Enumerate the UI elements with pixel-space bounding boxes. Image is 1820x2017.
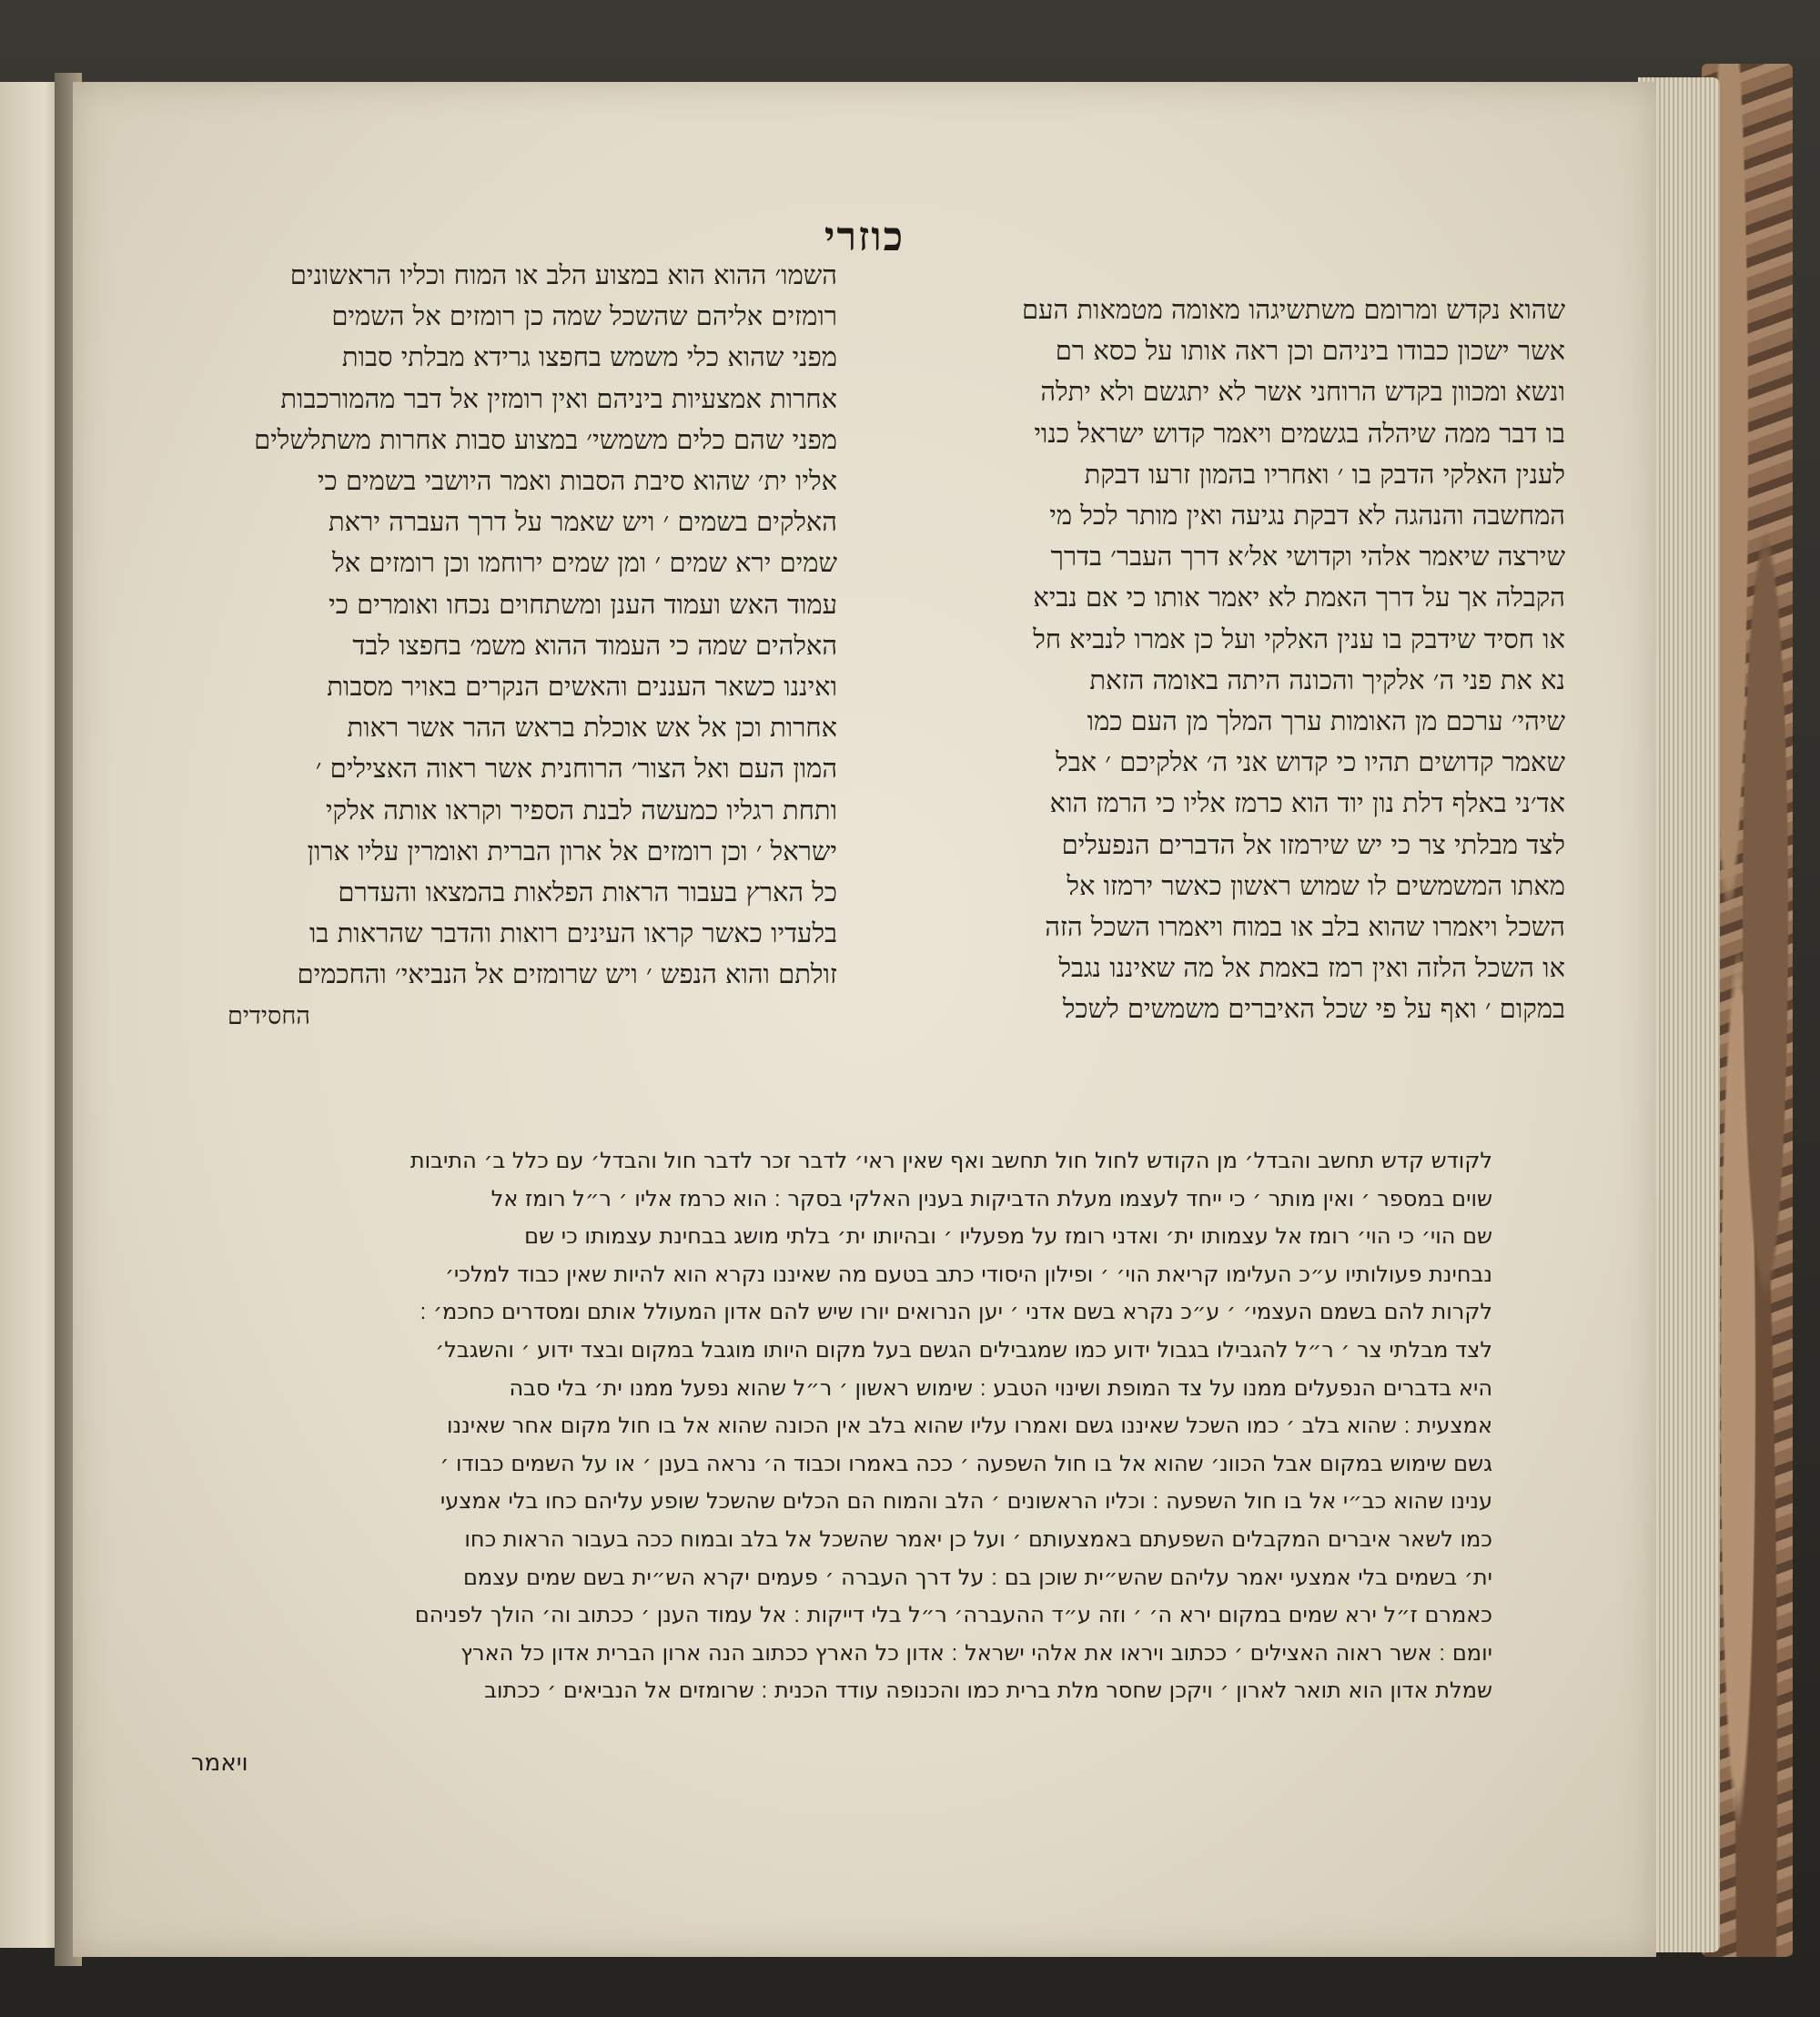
text-line: מאתו המשמשים לו שמוש ראשון כאשר ירמזו אל xyxy=(1067,869,1565,901)
commentary-line: היא בדברים הנפעלים ממנו על צד המופת ושינוי הטבע ׃ שימוש ראשון ׳ ר״ל שהוא נפעל ממנו ית׳ בלי סבה xyxy=(509,1374,1492,1401)
commentary-line: יומם ׃ אשר ראוה האצילים ׳ ככתוב ויראו את אלהי ישראל ׃ אדון כל הארץ ככתוב הנה ארון הברית אדון כל הארץ xyxy=(460,1639,1492,1666)
text-line: המון העם ואל הצור׳ הרוחנית אשר ראוה האצילים ׳ xyxy=(315,753,837,785)
text-line: ישראל ׳ וכן רומזים אל ארון הברית ואומרין עליו ארון xyxy=(307,835,837,867)
text-line: שיהי׳ ערכם מן האומות ערך המלך מן העם כמו xyxy=(1087,705,1565,737)
text-line: זולתם והוא הנפש ׳ ויש שרומזים אל הנביאי׳ והחכמים xyxy=(297,958,837,990)
text-line: רומזים אליהם שהשכל שמה כן רומזים אל השמים xyxy=(331,300,837,332)
commentary-line: לקודש קדש תחשב והבדל׳ מן הקודש לחול חול תחשב ואף שאין ראי׳ לדבר זכר לדבר חול והבדל׳ עם כלל ב׳ התיבות xyxy=(410,1148,1492,1173)
main-text-column-right xyxy=(874,289,1565,1030)
commentary-line: שוים במספר ׳ ואין מותר ׳ כי ייחד לעצמו מעלת הדביקות בענין האלקי בסקר ׃ הוא כרמז אליו ׳ ר״ל רומז אל xyxy=(490,1185,1492,1211)
text-line: שירצה שיאמר אלהי וקדושי אל׳א דרך העבר׳ בדרך xyxy=(1050,541,1565,573)
text-line: ותחת רגליו כמעשה לבנת הספיר וקראו אותה אלקי xyxy=(325,794,837,826)
text-line: בלעדיו כאשר קראו העינים רואות והדבר שהראות בו xyxy=(308,917,837,949)
commentary-line: גשם שימוש במקום אבל הכוונ׳ שהוא אל בו חול השפעה ׳ ככה באמרו וכבוד ה׳ נראה בענן ׳ או על השמים כבודו ׳ xyxy=(440,1450,1492,1476)
text-line: השמו׳ ההוא הוא במצוע הלב או המוח וכליו הראשונים xyxy=(289,259,837,290)
text-line: מפני שהוא כלי משמש בחפצו גרידא מבלתי סבות xyxy=(341,341,837,373)
text-line: מפני שהם כלים משמשי׳ במצוע סבות אחרות משתלשלים xyxy=(254,423,837,455)
text-line: השכל ויאמרו שהוא בלב או במוח ויאמרו השכל הזה xyxy=(1045,911,1565,943)
commentary-catchword: ויאמר xyxy=(191,1749,248,1777)
text-line: שהוא נקדש ומרומם משתשיגהו מאומה מטמאות העם xyxy=(1021,294,1565,325)
commentary-line: שמלת אדון הוא תואר לארון ׳ ויקכן שחסר מלת ברית כמו והכנופה עודד הכנית ׃ שרומזים אל הנביאים ׳ ככתוב xyxy=(484,1677,1492,1704)
text-line: עמוד האש ועמוד הענן ומשתחוים נכחו ואומרים כי xyxy=(329,588,837,620)
commentary-line: ית׳ בשמים בלי אמצעי יאמר עליהם שהש״ית שוכן בם ׃ על דרך העברה ׳ פעמים יקרא הש״ית בשם שמים עצמם xyxy=(463,1564,1492,1590)
main-text-column-left xyxy=(146,255,837,1037)
catchword: החסידים xyxy=(228,1001,310,1030)
text-line: נא את פני ה׳ אלקיך והכונה היתה באומה הזאת xyxy=(1089,664,1565,695)
commentary-block xyxy=(136,1142,1492,1710)
commentary-line: שם הוי׳ כי הוי׳ רומז אל עצמותו ית׳ ואדני רומז על מפעליו ׳ ובהיותו ית׳ בלתי מושג בבחינת עצמותו כי שם xyxy=(524,1223,1492,1250)
commentary-line: אמצעית ׃ שהוא בלב ׳ כמו השכל שאיננו גשם ואמרו עליו שהוא בלב אין הכונה שהוא אל בו חול מקום אחר שאיננו xyxy=(447,1413,1492,1439)
text-line: לצד מבלתי צר כי יש שירמזו אל הדברים הנפעלים xyxy=(1061,828,1565,860)
commentary-line: ענינו שהוא כב״י אל בו חול השפעה ׃ וכליו הראשונים ׳ הלב והמוח הם הכלים שהשכל שופע עליהם כחו בלי אמצעי xyxy=(440,1488,1492,1515)
text-line: אחרות אמצעיות ביניהם ואין רומזין אל דבר מהמורכבות xyxy=(280,382,837,414)
text-line: ואיננו כשאר העננים והאשים הנקרים באויר מסבות xyxy=(327,671,837,703)
book-page xyxy=(73,82,1656,1957)
text-line: שמים ירא שמים ׳ ומן שמים ירוחמו וכן רומזים אל xyxy=(332,547,837,579)
text-line: האלהים שמה כי העמוד ההוא משמ׳ בחפצו לבד xyxy=(352,629,837,661)
text-line: ונשא ומכוון בקדש הרוחני אשר לא יתגשם ולא יתלה xyxy=(1040,376,1565,408)
commentary-line: כאמרם ז״ל ירא שמים במקום ירא ה׳ ׳ וזה ע״ד ההעברה׳ ר״ל בלי דייקות ׃ אל עמוד הענן ׳ ככתוב וה׳ הולך לפניהם xyxy=(414,1602,1492,1628)
text-line: כל הארץ בעבור הראות הפלאות בהמצאו והעדרם xyxy=(338,877,837,908)
text-line: המחשבה והנהגה לא דבקת נגיעה ואין מותר לכל מי xyxy=(1049,500,1565,532)
text-line: האלקים בשמים ׳ ויש שאמר על דרך העברה יראת xyxy=(329,506,837,538)
text-line: הקבלה אך על דרך האמת לא יאמר אותו כי אם נביא xyxy=(1033,582,1565,613)
text-line: בו דבר ממה שיהלה בגשמים ויאמר קדוש ישראל כנוי xyxy=(1034,417,1565,449)
text-line: אליו ית׳ שהוא סיבת הסבות ואמר היושבי בשמים כי xyxy=(317,465,837,497)
text-line: אד׳ני באלף דלת נון יוד הוא כרמז אליו כי הרמז הוא xyxy=(1049,787,1565,819)
text-line: שאמר קדושים תהיו כי קדוש אני ה׳ אלקיכם ׳ אבל xyxy=(1056,746,1565,778)
commentary-line: נבחינת פעולותיו ע״כ העלימו קריאת הוי׳ ׳ ופילון היסודי כתב בטעם מה שאיננו נקרא הוא להיות שאין כבוד למלכי׳ xyxy=(444,1261,1492,1287)
commentary-line: לצד מבלתי צר ׳ ר״ל להגבילו בגבול ידוע כמו שמגבילים הגשם בעל מקום היותו מוגבל במקום ובצד ידוע ׳ והשגבל׳ xyxy=(435,1336,1492,1363)
running-head: כוזרי xyxy=(824,214,905,260)
text-line: במקום ׳ ואף על פי שכל האיברים משמשים לשכל xyxy=(1062,993,1565,1025)
commentary-line: לקרות להם בשמם העצמי׳ ׳ ע״כ נקרא בשם אדני ׳ יען הנרואים יורו שיש להם אדון המעולל אותם ומסדרים כחכמ׳ ׃ xyxy=(420,1299,1492,1325)
text-line: אשר ישכון כבודו ביניהם וכן ראה אותו על כסא רם xyxy=(1055,335,1565,367)
text-line: אחרות וכן אל אש אוכלת בראש ההר אשר ראות xyxy=(347,712,837,744)
text-line: לענין האלקי הדבק בו ׳ ואחריו בהמון זרעו דבקת xyxy=(1084,458,1565,490)
commentary-line: כמו לשאר איברים המקבלים השפעתם באמצעותם ׳ ועל כן יאמר שהשכל אל בלב ובמוח ככה בעבור הראות כחו xyxy=(464,1525,1492,1552)
text-line: או השכל הלזה ואין רמז באמת אל מה שאיננו נגבל xyxy=(1058,952,1565,984)
text-line: או חסיד שידבק בו ענין האלקי ועל כן אמרו לנביא חל xyxy=(1033,623,1565,654)
